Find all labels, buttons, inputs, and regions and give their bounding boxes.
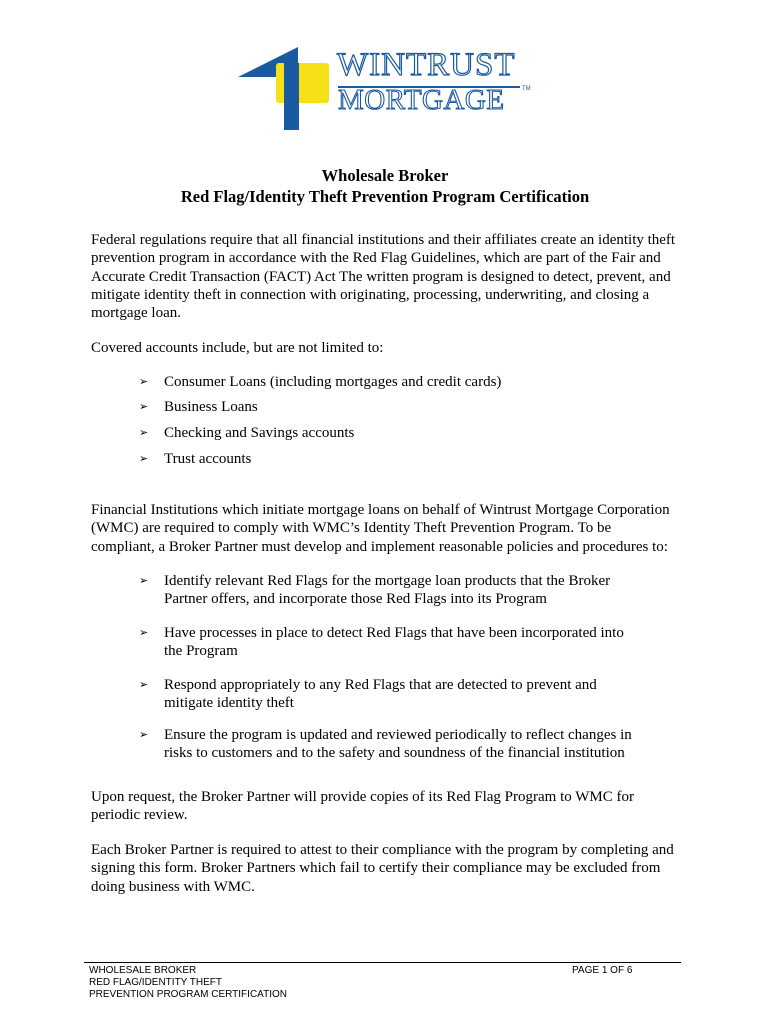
- text-line: Financial Institutions which initiate mortgage loans on behalf of Wintrust Mortgage Corporation: [91, 502, 670, 518]
- arrow-bullet-icon: ➢: [139, 626, 149, 639]
- procedure-text: [164, 726, 659, 763]
- text-line: periodic review.: [91, 807, 188, 824]
- text-line: Have processes in place to detect Red Flags that have been incorporated into: [164, 625, 624, 641]
- text-line: Ensure the program is updated and reviewed periodically to reflect changes in: [164, 727, 632, 743]
- text-line: Upon request, the Broker Partner will provide copies of its Red Flag Program to WMC for: [91, 789, 634, 805]
- logo-text-mortgage: MORTGAGE: [338, 84, 505, 116]
- logo-trademark: TM: [522, 86, 531, 92]
- text-line: prevention program in accordance with the Red Flag Guidelines, which are part of the Fair and: [91, 250, 661, 267]
- text-line: (WMC) are required to comply with WMC’s Identity Theft Prevention Program. To be: [91, 520, 612, 537]
- procedure-text: [164, 676, 659, 713]
- footer-document-title: [89, 965, 287, 1001]
- document-title-line-1: Wholesale Broker: [321, 166, 449, 185]
- text-line: risks to customers and to the safety and soundness of the financial institution: [164, 745, 625, 762]
- text-line: Each Broker Partner is required to attest to their compliance with the program by completing and: [91, 842, 674, 858]
- covered-account-label: Checking and Savings accounts: [164, 425, 355, 441]
- text-line: Federal regulations require that all financial institutions and their affiliates create an identity theft: [91, 232, 676, 248]
- logo-yellow-square: [276, 63, 329, 103]
- attest-paragraph: [91, 841, 691, 896]
- document-title-line-2: Red Flag/Identity Theft Prevention Program Certification: [180, 187, 590, 206]
- arrow-bullet-icon: ➢: [139, 678, 149, 691]
- logo-text-wintrust: WINTRUST: [337, 47, 516, 83]
- covered-account-label: Trust accounts: [164, 451, 252, 467]
- procedure-text: [164, 624, 659, 661]
- logo-blue-bar: [284, 63, 299, 130]
- arrow-bullet-icon: ➢: [139, 426, 149, 439]
- text-line: Accurate Credit Transaction (FACT) Act The written program is designed to detect, prevent, and: [91, 268, 671, 285]
- text-line: mortgage loan.: [91, 305, 181, 322]
- text-line: compliant, a Broker Partner must develop and implement reasonable policies and procedures to:: [91, 538, 668, 555]
- arrow-bullet-icon: ➢: [139, 728, 149, 741]
- institutions-paragraph: [91, 501, 691, 556]
- footer-divider: [84, 962, 681, 963]
- arrow-bullet-icon: ➢: [139, 452, 149, 465]
- text-line: the Program: [164, 643, 238, 660]
- covered-account-label: Business Loans: [164, 399, 258, 415]
- procedure-text: [164, 572, 659, 609]
- text-line: Identify relevant Red Flags for the mortgage loan products that the Broker: [164, 573, 611, 589]
- covered-account-label: Consumer Loans (including mortgages and credit cards): [164, 374, 502, 390]
- intro-paragraph: [91, 231, 691, 322]
- arrow-bullet-icon: ➢: [139, 400, 149, 413]
- text-line: Respond appropriately to any Red Flags that are detected to prevent and: [164, 677, 597, 693]
- text-line: signing this form. Broker Partners which fail to certify their compliance may be excluded from: [91, 860, 661, 877]
- text-line: Partner offers, and incorporate those Red Flags into its Program: [164, 591, 547, 608]
- page-number: PAGE 1 OF 6: [572, 965, 633, 976]
- arrow-bullet-icon: ➢: [139, 375, 149, 388]
- upon-request-paragraph: [91, 788, 691, 825]
- covered-accounts-intro: Covered accounts include, but are not limited to:: [91, 340, 384, 356]
- footer-line: RED FLAG/IDENTITY THEFT: [89, 977, 222, 988]
- text-line: mitigate identity theft: [164, 695, 294, 712]
- arrow-bullet-icon: ➢: [139, 574, 149, 587]
- footer-line: WHOLESALE BROKER: [89, 965, 197, 976]
- text-line: doing business with WMC.: [91, 878, 255, 895]
- text-line: mitigate identity theft in connection with originating, processing, underwriting, and closing a: [91, 286, 650, 303]
- footer-line: PREVENTION PROGRAM CERTIFICATION: [89, 989, 287, 1000]
